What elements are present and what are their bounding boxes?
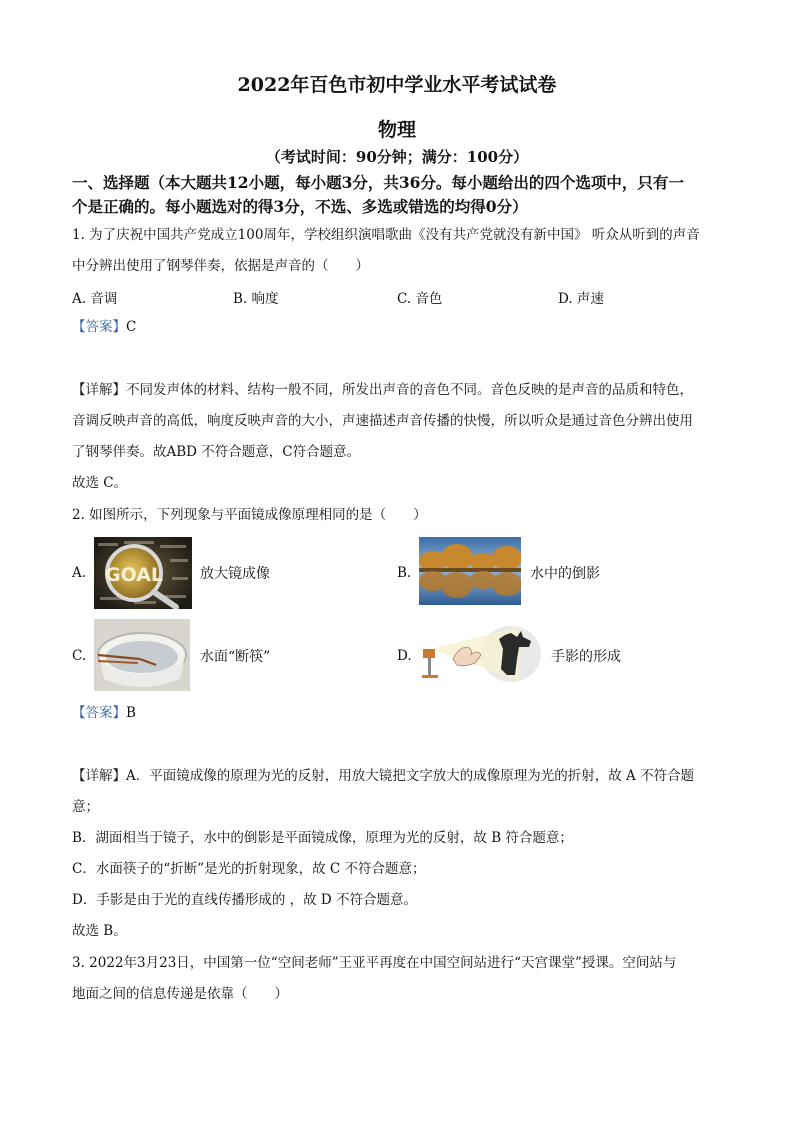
q2-conclusion: 故选 B。 [72,923,127,939]
q1-stem-line2: 中分辨出使用了钢琴伴奏，依据是声音的（ ） [72,258,369,274]
q2-option-c-letter: C. [72,648,87,664]
q1-detail-text1: 不同发声体的材料、结构一般不同，所发出声音的音色不同。音色反映的是声音的品质和特色， [126,382,693,398]
q2-detail-label: 【详解】 [72,768,126,784]
hand-shadow-svg [419,625,541,683]
magnifier-goal-photo [94,537,192,609]
q2-option-a-letter: A. [72,565,87,581]
q1-answer [72,317,136,337]
q2-option-b-letter: B. [397,565,412,581]
magnifier-goal-svg [94,537,192,609]
q1-detail-line2: 音调反映声音的高低，响度反映声音的大小，声速描述声音传播的快慢，所以听众是通过音色分辨出使用 [72,413,693,429]
q3-stem-line2: 地面之间的信息传递是依靠（ ） [72,986,288,1002]
q2-option-b-caption: 水中的倒影 [530,566,600,582]
q2-option-c-caption: 水面“断筷” [200,649,271,665]
bowl-chopsticks-svg [94,619,190,691]
q1-conclusion: 故选 C。 [72,475,128,491]
bowl-chopsticks-photo [94,619,190,691]
q1-option-a: A. 音调 [72,291,118,307]
q1-detail-line3: 了钢琴伴奏。故ABD 不符合题意，C符合题意。 [72,444,361,460]
q1-detail-label: 【详解】 [72,382,126,398]
q2-answer-label: 【答案】 [72,705,126,721]
subject-title: 物理 [377,119,416,141]
q1-option-d: D. 声速 [558,291,604,307]
q2-detail-line2: 意； [72,799,99,815]
q2-detail-line5: D．手影是由于光的直线传播形成的 ，故 D 不符合题意。 [72,892,418,908]
q2-option-d-caption: 手影的形成 [551,649,621,665]
q2-option-d-letter: D. [397,648,412,664]
section-heading-line1: 一、选择题（本大题共12小题，每小题3分，共36分。每小题给出的四个选项中，只有一 [72,173,684,192]
q1-answer-label: 【答案】 [72,319,126,335]
q3-stem-line1: 3. 2022年3月23日，中国第一位“空间老师”王亚平再度在中国空间站进行“天宫课堂”授课。空间站与 [72,955,677,971]
q2-detail-line4: C．水面筷子的“折断”是光的折射现象，故 C 不符合题意； [72,861,426,877]
exam-info: （考试时间：90分钟；满分：100分） [265,148,529,166]
q2-option-a-caption: 放大镜成像 [200,566,270,582]
hand-shadow-drawing [419,625,541,683]
tree-reflection-svg [419,537,521,605]
exam-title: 2022年百色市初中学业水平考试试卷 [237,74,557,96]
section-heading-line2: 个是正确的。每小题选对的得3分，不选、多选或错选的均得0分） [72,197,528,216]
q1-answer-value: C [126,319,137,335]
q1-option-b: B. 响度 [233,291,279,307]
q2-answer [72,703,136,723]
q2-detail-line1 [72,766,694,786]
q2-detail-text1: A．平面镜成像的原理为光的反射，用放大镜把文字放大的成像原理为光的折射，故 A 不符合题 [126,768,695,784]
q2-stem: 2. 如图所示，下列现象与平面镜成像原理相同的是（ ） [72,507,427,523]
svg-text:GOAL: GOAL [104,564,164,586]
q1-stem-line1: 1. 为了庆祝中国共产党成立100周年，学校组织演唱歌曲《没有共产党就没有新中国》 听众从听到的声音 [72,227,700,243]
q2-answer-value: B [126,705,136,721]
tree-reflection-photo [419,537,521,605]
q1-detail-line1 [72,380,693,400]
q2-detail-line3: B．湖面相当于镜子，水中的倒影是平面镜成像，原理为光的反射，故 B 符合题意； [72,830,573,846]
q1-option-c: C. 音色 [397,291,443,307]
